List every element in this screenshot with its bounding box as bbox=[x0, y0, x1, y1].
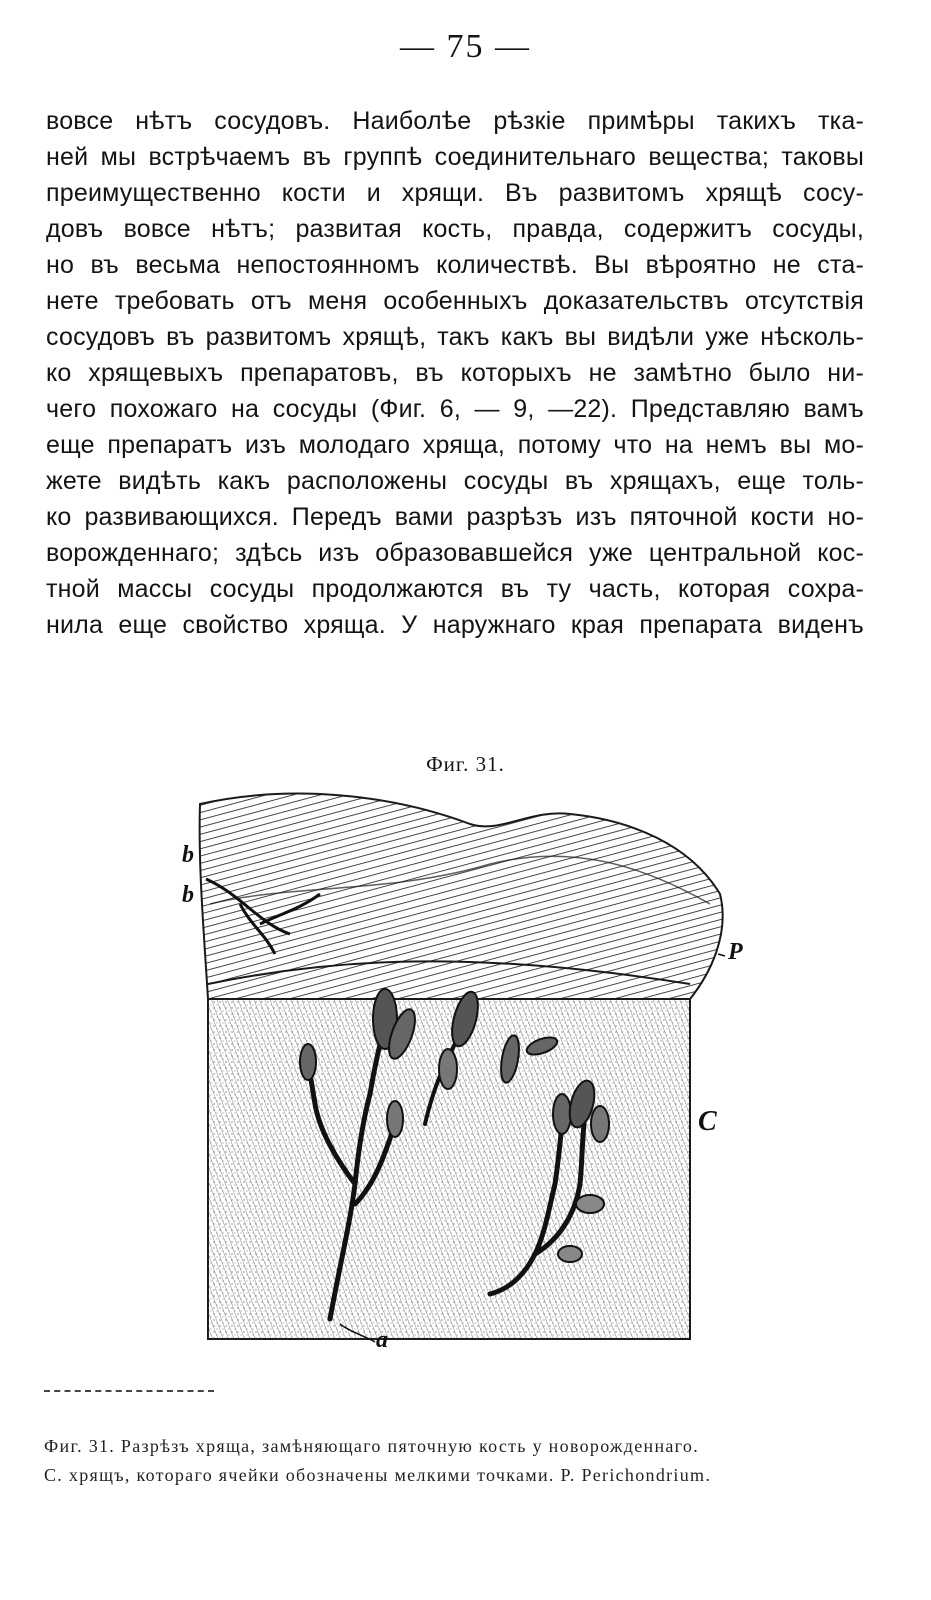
text-line: ворожденнаго; здѣсь изъ образовавшейся уже центральной кос- bbox=[46, 539, 864, 567]
figure-label-p: P bbox=[728, 939, 743, 965]
body-text bbox=[46, 103, 864, 643]
cartilage-engraving bbox=[170, 784, 790, 1354]
text-line: преимущественно кости и хрящи. Въ развитомъ хрящѣ сосу- bbox=[46, 179, 864, 207]
figure-label-a: a bbox=[376, 1327, 388, 1353]
figure-label-b-lower: b bbox=[182, 882, 194, 908]
figure-31-illustration bbox=[170, 784, 790, 1354]
figure-label-b-upper: b bbox=[182, 842, 194, 868]
text-line: еще препаратъ изъ молодаго хряща, потому что на немъ вы мо- bbox=[46, 431, 864, 459]
perichondrium-band bbox=[200, 794, 723, 999]
figure-title: Фиг. 31. bbox=[426, 752, 505, 776]
figure-caption bbox=[44, 1432, 894, 1490]
text-line: чего похожаго на сосуды (Фиг. 6, — 9, —22). Представляю вамъ bbox=[46, 395, 864, 423]
text-line: вовсе нѣтъ сосудовъ. Наиболѣе рѣзкіе примѣры такихъ тка- bbox=[46, 107, 864, 135]
caption-line: Фиг. 31. Разрѣзъ хряща, замѣняющаго пяточную кость у новорожденнаго. bbox=[44, 1436, 700, 1456]
text-line: жете видѣть какъ расположены сосуды въ хрящахъ, еще толь- bbox=[46, 467, 864, 495]
text-line: тной массы сосуды продолжаются въ ту часть, которая сохра- bbox=[46, 575, 864, 603]
text-line: ней мы встрѣчаемъ въ группѣ соединительнаго вещества; таковы bbox=[46, 143, 864, 171]
text-line: но въ весьма непостоянномъ количествѣ. Вы вѣроятно не ста- bbox=[46, 251, 864, 279]
text-line: довъ вовсе нѣтъ; развитая кость, правда, содержитъ сосуды, bbox=[46, 215, 864, 243]
text-line: нила еще свойство хряща. У наружнаго края препарата виденъ bbox=[46, 611, 864, 639]
page-number: — 75 — bbox=[400, 28, 531, 65]
figure-label-c: C bbox=[698, 1106, 717, 1137]
text-line: сосудовъ въ развитомъ хрящѣ, такъ какъ вы видѣли уже нѣсколь- bbox=[46, 323, 864, 351]
footnote-rule bbox=[44, 1390, 214, 1392]
text-line: ко развивающихся. Передъ вами разрѣзъ изъ пяточной кости но- bbox=[46, 503, 864, 531]
text-line: ко хрящевыхъ препаратовъ, въ которыхъ не замѣтно было ни- bbox=[46, 359, 864, 387]
caption-line: C. хрящъ, котораго ячейки обозначены мелкими точками. P. Perichondrium. bbox=[44, 1465, 712, 1485]
text-line: нете требовать отъ меня особенныхъ доказательствъ отсутствія bbox=[46, 287, 864, 315]
